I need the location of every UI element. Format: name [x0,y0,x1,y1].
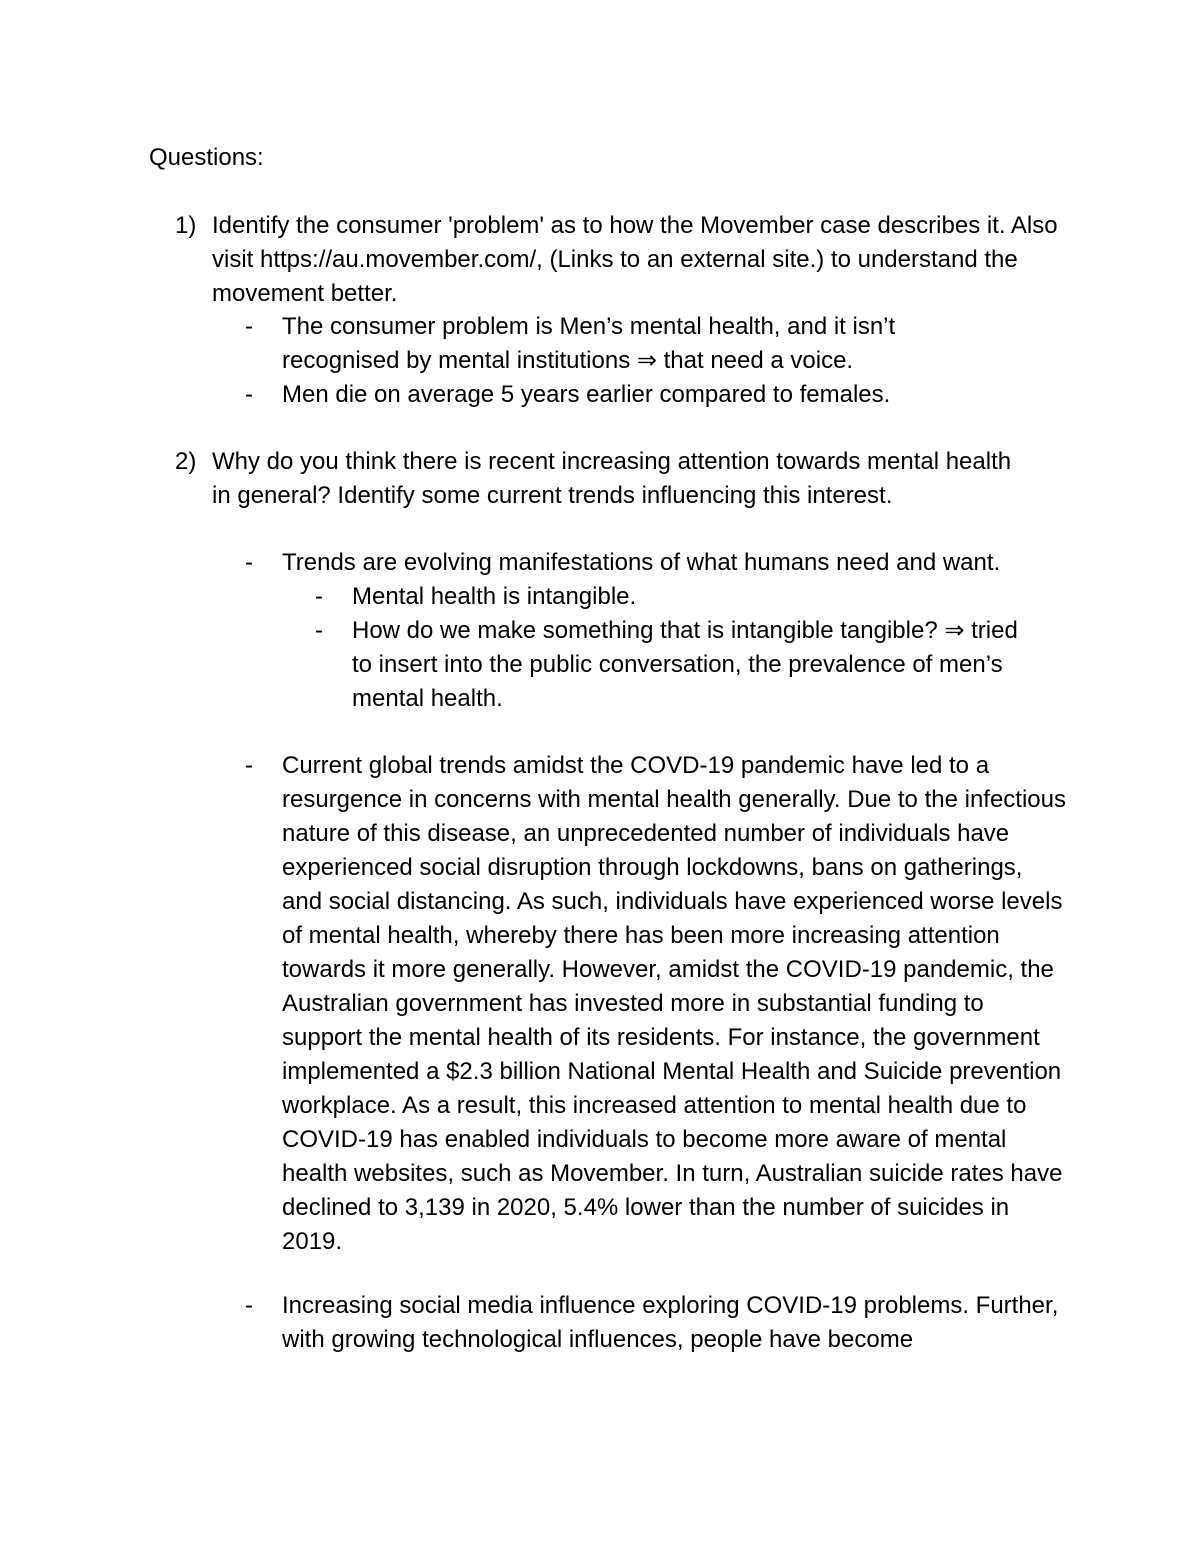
question-2-text: Why do you think there is recent increasing attention towards mental health in general? Identify some current trends influencing this interest. [212,448,1012,509]
q1-bullet-1-text: The consumer problem is Men’s mental health, and it isn’t recognised by mental institutions ⇒ that need a voice. [282,313,896,374]
q1-bullet-1 [245,310,1075,378]
q2-bullet-social [245,1289,1075,1357]
q2-bullet-trends-text: Trends are evolving manifestations of what humans need and want. [282,549,1001,576]
question-1-text: Identify the consumer 'problem' as to how the Movember case describes it. Also visit https://au.movember.com/, (Links to an external site.) to understand the movement better. [212,212,1058,307]
bullet-dash: - [245,752,253,779]
question-2 [175,445,1075,513]
q2-sub-bullet-1-text: Mental health is intangible. [352,583,637,610]
q2-sub-bullet-1 [315,580,1075,614]
bullet-dash: - [245,381,253,408]
bullet-dash: - [245,1292,253,1319]
bullet-dash: - [245,549,253,576]
q2-bullet-covid [245,749,1075,1259]
question-1 [175,209,1075,311]
bullet-dash: - [315,617,323,644]
page-heading: Questions: [149,144,264,171]
q1-bullet-2 [245,378,1075,412]
question-1-number: 1) [175,212,197,239]
q2-sub-bullet-2-text: How do we make something that is intangible tangible? ⇒ tried to insert into the public conversation, the prevalence of men’s mental health. [352,617,1018,712]
q2-bullet-trends [245,546,1075,580]
q2-sub-bullet-2 [315,614,1075,716]
q2-bullet-covid-text: Current global trends amidst the COVD-19 pandemic have led to a resurgence in concerns with mental health generally. Due to the infectious nature of this disease, an unprecedented number of individuals have experienced social disruption through lockdowns, bans on gatherings, and social distancing. As such, individuals have experienced worse levels of mental health, whereby there has been more increasing attention towards it more generally. However, amidst the COVID-19 pandemic, the Australian government has invested more in substantial funding to support the mental health of its residents. For instance, the government implemented a $2.3 billion National Mental Health and Suicide prevention workplace. As a result, this increased attention to mental health due to COVID-19 has enabled individuals to become more aware of mental health websites, such as Movember. In turn, Australian suicide rates have declined to 3,139 in 2020, 5.4% lower than the number of suicides in 2019. [282,752,1066,1255]
q2-bullet-social-text: Increasing social media influence exploring COVID-19 problems. Further, with growing technological influences, people have become [282,1292,1059,1353]
bullet-dash: - [245,313,253,340]
question-2-number: 2) [175,448,197,475]
q1-bullet-2-text: Men die on average 5 years earlier compared to females. [282,381,891,408]
bullet-dash: - [315,583,323,610]
